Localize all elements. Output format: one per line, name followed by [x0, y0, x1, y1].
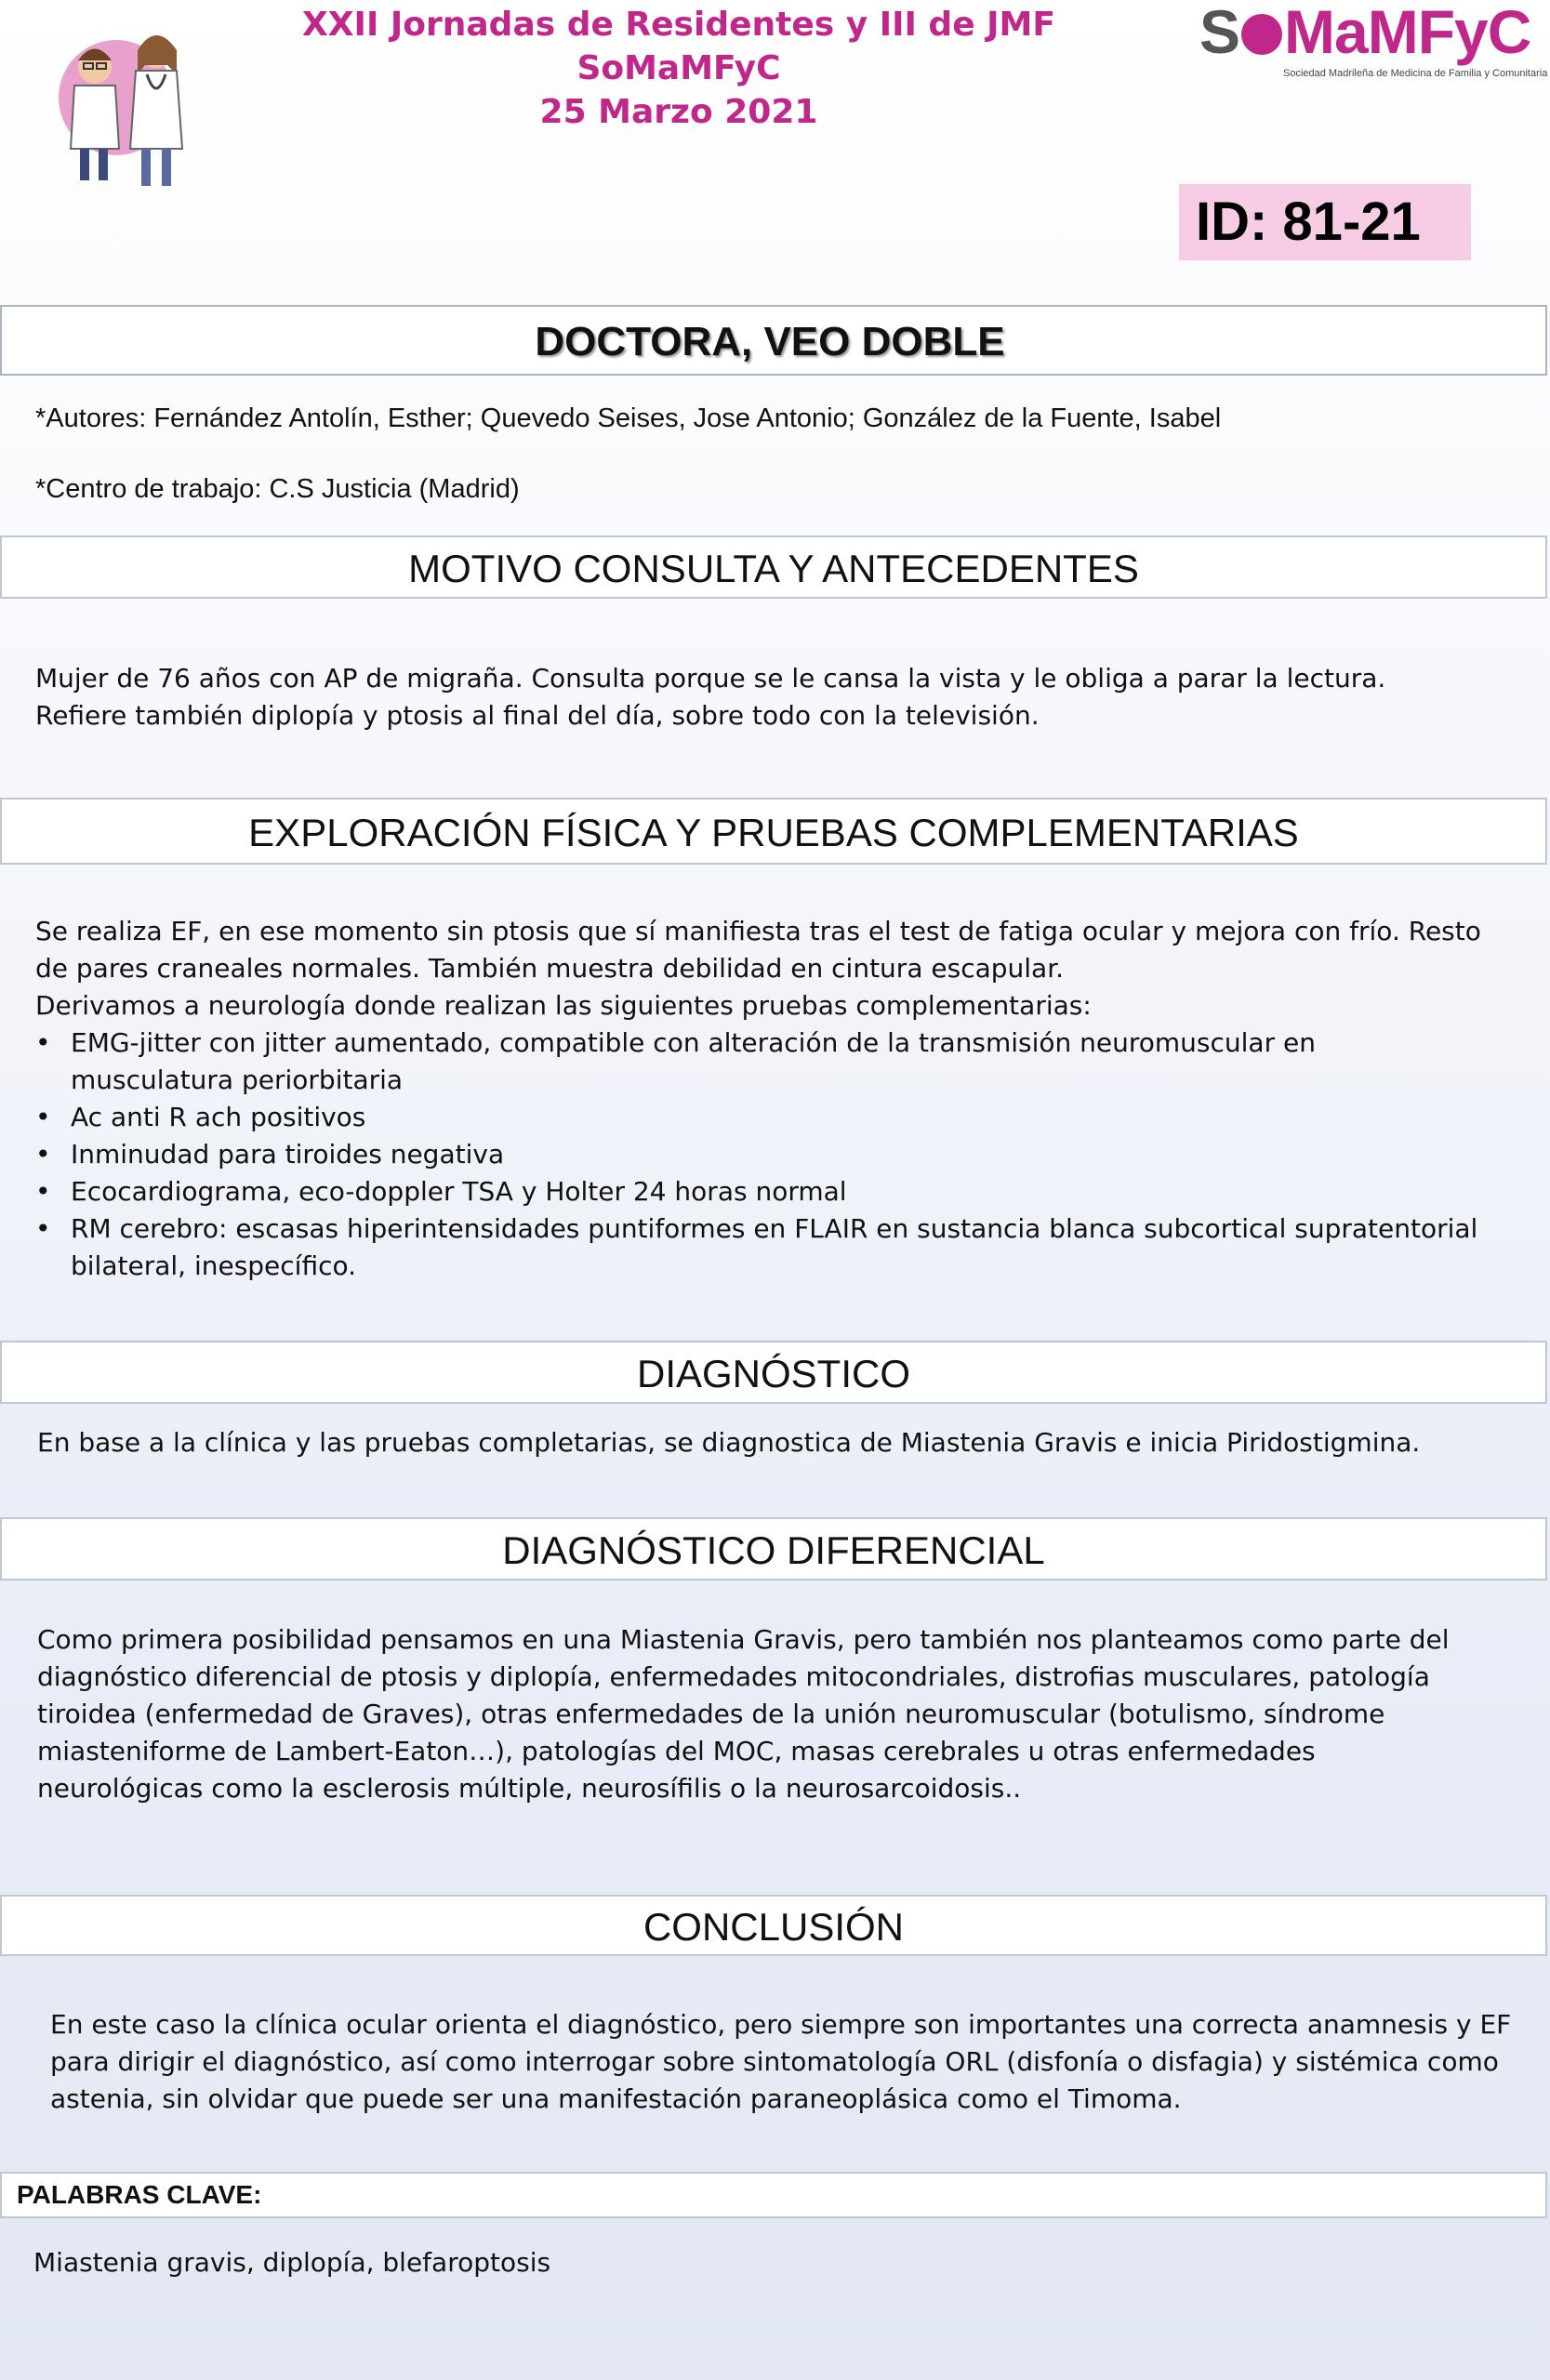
logo-letter-s: S — [1199, 0, 1240, 66]
list-item: • RM cerebro: escasas hiperintensidades puntiformes en FLAIR en sustancia blanca subcortical supratentorial bilateral, inespecífico. — [35, 1210, 1486, 1285]
section-text-diagnostico: En base a la clínica y las pruebas completarias, se diagnostica de Miastenia Gravis e inicia Piridostigmina. — [37, 1427, 1421, 1458]
section-title-keywords: PALABRAS CLAVE: — [17, 2180, 262, 2209]
section-text-keywords: Miastenia gravis, diplopía, blefaroptosis — [33, 2247, 551, 2278]
list-item: • EMG-jitter con jitter aumentado, compatible con alteración de la transmisión neuromuscular en musculatura periorbitaria — [35, 1025, 1486, 1099]
section-header-diagnostico — [0, 1341, 1547, 1404]
list-item: • Ecocardiograma, eco-doppler TSA y Holter 24 horas normal — [35, 1173, 1486, 1210]
pruebas-list — [35, 1025, 1486, 1285]
conference-title-line1: XXII Jornadas de Residentes y III de JMF SoMaMFyC — [302, 6, 1055, 87]
section-header-exploracion — [0, 798, 1547, 865]
workplace: *Centro de trabajo: C.S Justicia (Madrid) — [35, 474, 520, 504]
section-header-diferencial — [0, 1517, 1547, 1580]
section-header-motivo — [0, 536, 1547, 599]
list-item: • Ac anti R ach positivos — [35, 1099, 1486, 1136]
authors: *Autores: Fernández Antolín, Esther; Quevedo Seises, Jose Antonio; González de la Fuente, Isabel — [35, 403, 1222, 433]
page-title: DOCTORA, VEO DOBLE — [535, 319, 1005, 364]
section-title-motivo: MOTIVO CONSULTA Y ANTECEDENTES — [408, 547, 1139, 590]
doctors-illustration — [37, 9, 223, 195]
logo-subtitle: Sociedad Madrileña de Medicina de Familia y Comunitaria — [1283, 68, 1548, 79]
list-item: • Inminudad para tiroides negativa — [35, 1136, 1486, 1173]
section-text-diferencial: Como primera posibilidad pensamos en una Miastenia Gravis, pero también nos planteamos como parte del diagnóstico diferencial de ptosis y diplopía, enfermedades mitocondriales, distrofias musculares, patología tiroidea (enfermedad de Graves), otras enfermedades de la unión neuromuscular (botulismo, síndrome miasteniforme de Lambert-Eaton…), patologías del MOC, masas cerebrales u otras enfermedades neurológicas como la esclerosis múltiple, neurosífilis o la neurosarcoidosis.. — [37, 1624, 1450, 1804]
section-header-conclusion — [0, 1895, 1547, 1956]
doctors-icon — [37, 9, 223, 195]
conference-date: 25 Marzo 2021 — [539, 92, 818, 131]
logo-letters: MaMFyC — [1284, 0, 1531, 66]
id-badge: ID: 81-21 — [1179, 184, 1471, 260]
section-title-exploracion: EXPLORACIÓN FÍSICA Y PRUEBAS COMPLEMENTARIAS — [248, 811, 1299, 854]
exploracion-paragraph-1: Se realiza EF, en ese momento sin ptosis que sí manifiesta tras el test de fatiga ocular y mejora con frío. Resto de pares craneales normales. También muestra debilidad en cintura escapular. — [35, 916, 1481, 984]
section-body-exploracion — [35, 913, 1486, 1285]
section-title-diferencial: DIAGNÓSTICO DIFERENCIAL — [502, 1528, 1045, 1572]
section-header-keywords — [0, 2172, 1547, 2218]
section-text-conclusion: En este caso la clínica ocular orienta el diagnóstico, pero siempre son importantes una correcta anamnesis y EF para dirigir el diagnóstico, así como interrogar sobre sintomatología ORL (disfonía o disfagia) y sistémica como astenia, sin olvidar que puede ser una manifestación paraneoplásica como el Timoma. — [50, 2009, 1512, 2114]
section-text-motivo: Mujer de 76 años con AP de migraña. Consulta porque se le cansa la vista y le obliga a parar la lectura. Refiere también diplopía y ptosis al final del día, sobre todo con la televisión. — [35, 663, 1386, 731]
section-title-diagnostico: DIAGNÓSTICO — [636, 1352, 911, 1395]
conference-title — [223, 4, 1134, 134]
title-band — [0, 305, 1547, 376]
section-title-conclusion: CONCLUSIÓN — [643, 1905, 905, 1949]
somamfyc-logo — [1190, 0, 1550, 93]
logo-o-icon — [1241, 14, 1282, 55]
exploracion-paragraph-2: Derivamos a neurología donde realizan las siguientes pruebas complementarias: — [35, 990, 1092, 1021]
